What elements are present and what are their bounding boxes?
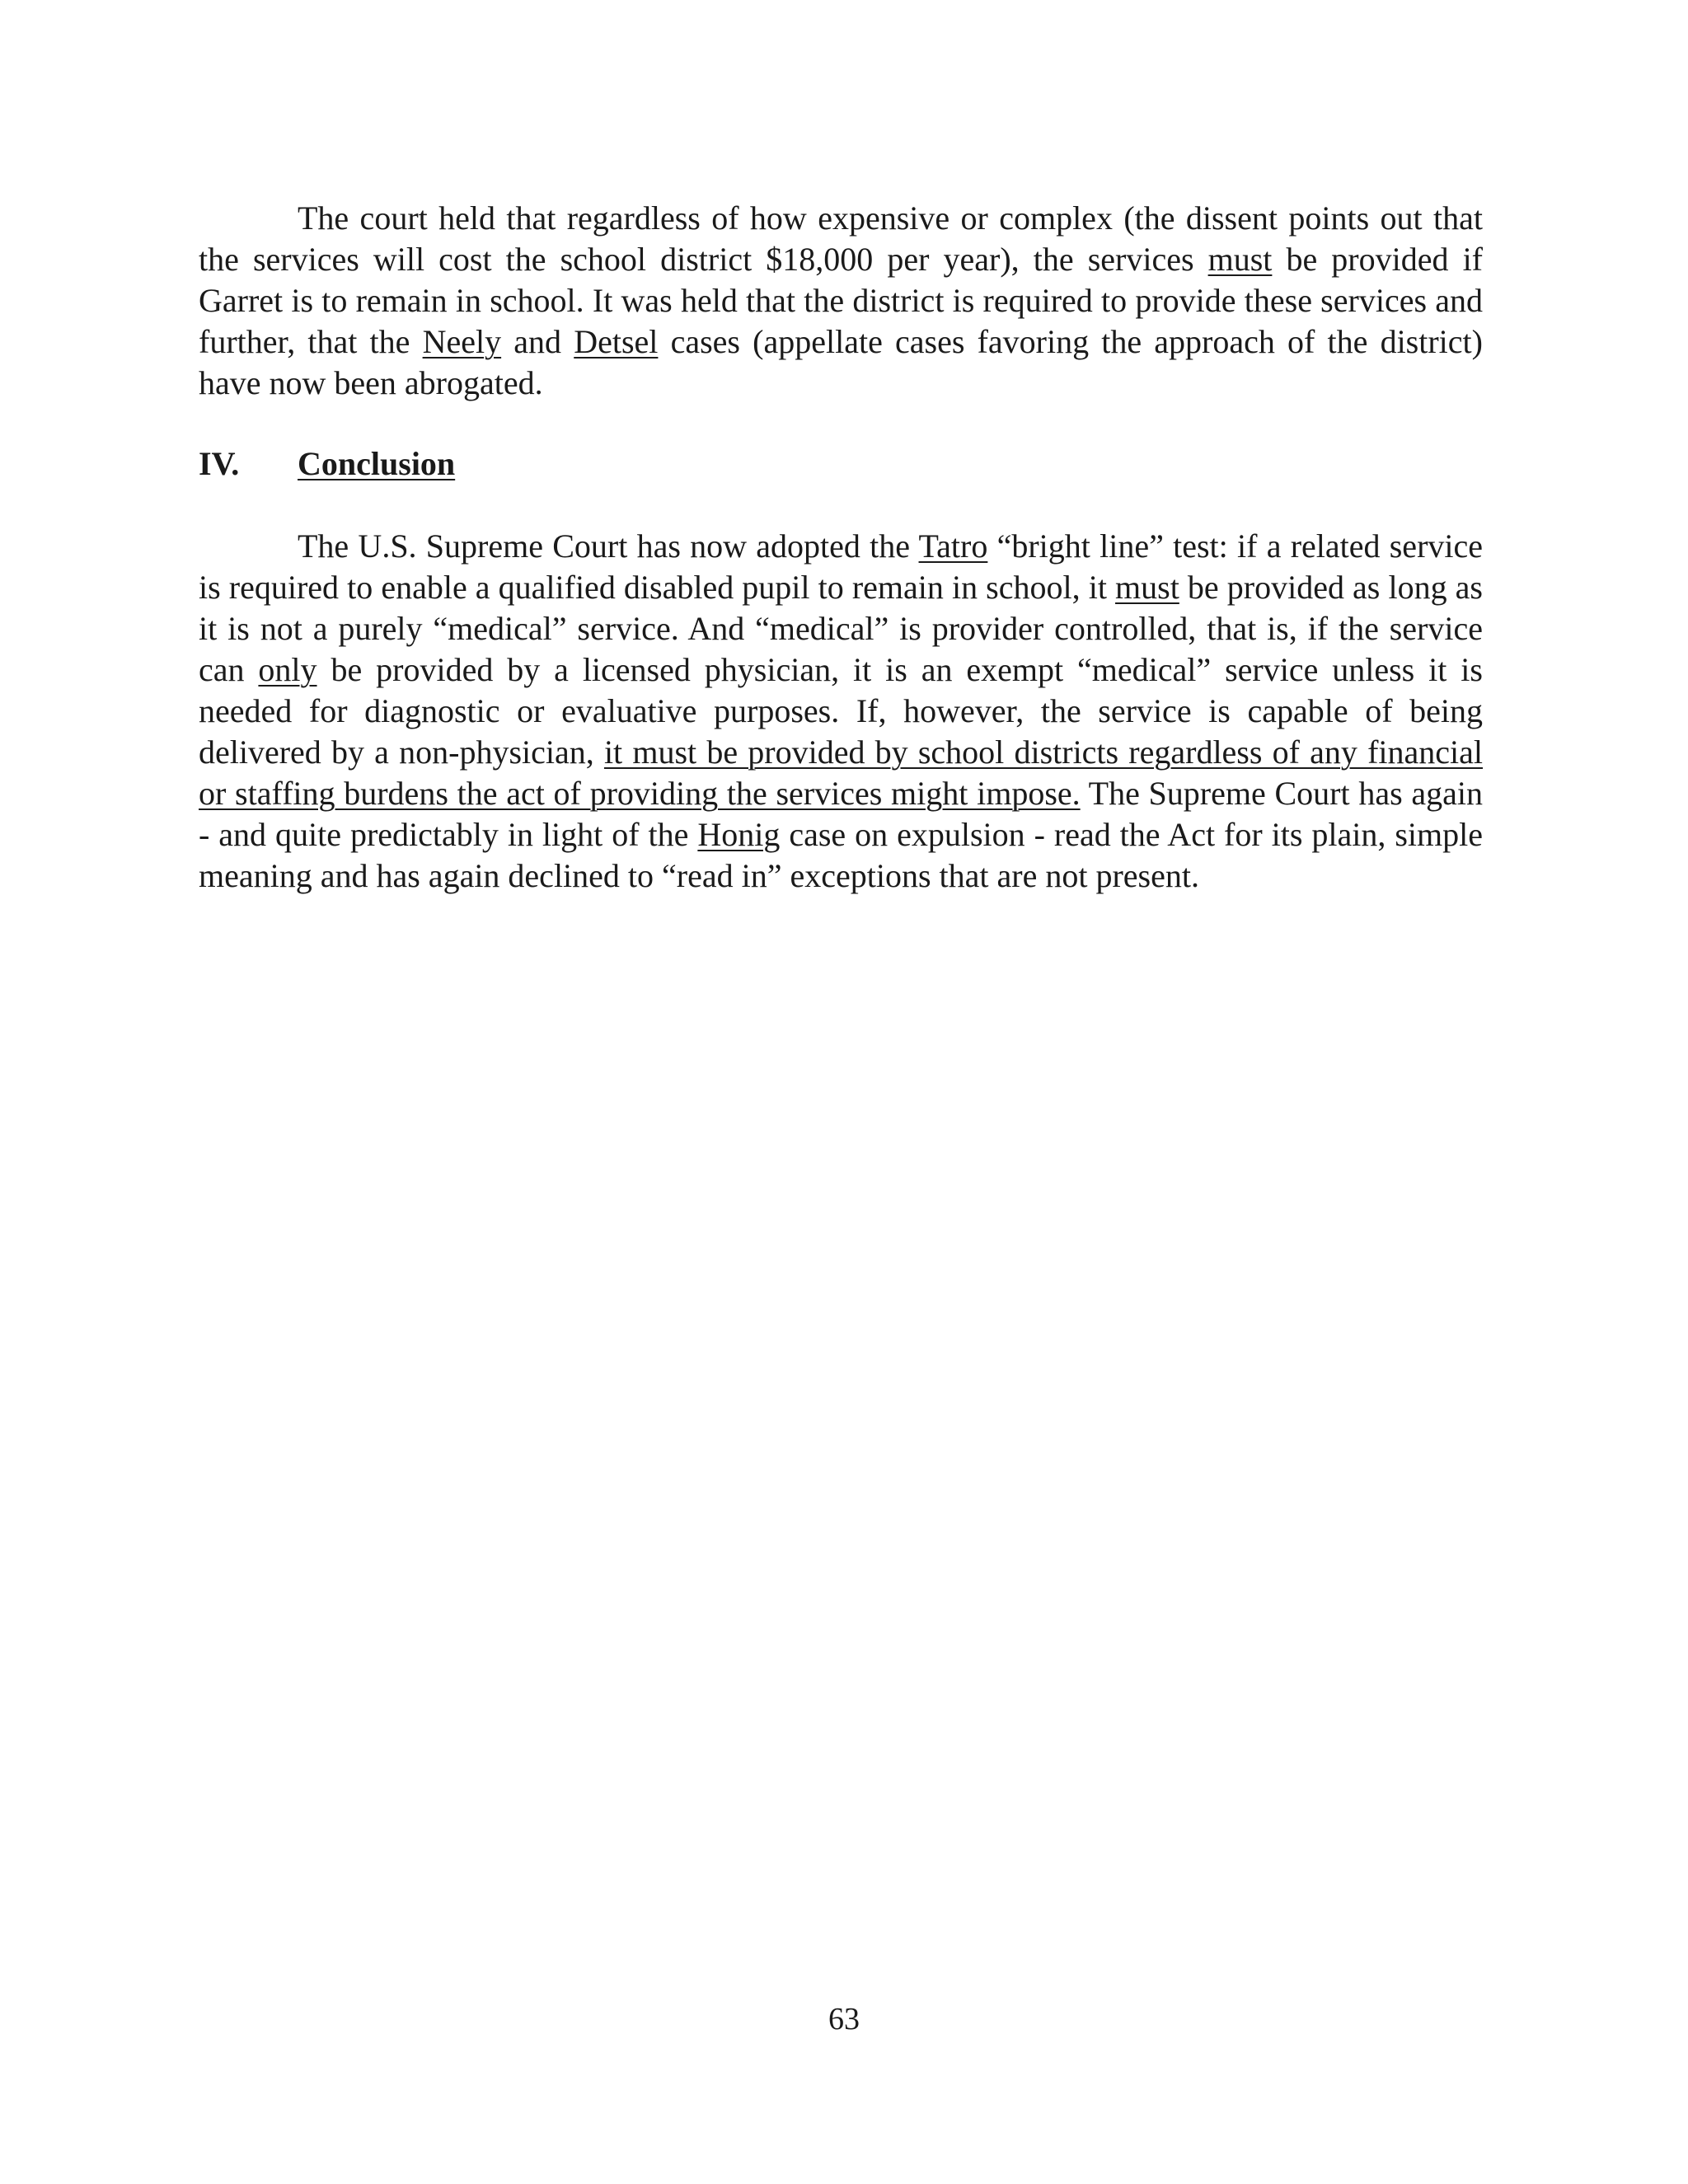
paragraph-text: The U.S. Supreme Court has now adopted the <box>298 527 919 565</box>
case-name-neely: Neely <box>422 323 502 360</box>
paragraph-text: be provided by a licensed physician, it is an exempt “medical” service unless it is needed for diagnostic or evaluative purposes. If, however, the service is capable of being delivered by a non-physician, <box>199 651 1483 771</box>
paragraph-court-holding <box>199 198 1483 404</box>
paragraph-text: “bright line” test: if a related service is required to enable a qualified disabled pupil to remain in school, it <box>199 527 1484 606</box>
paragraph-text: be provided as long as it is not a purely “medical” service. And “medical” is provider controlled, that is, if the service can <box>199 569 1483 688</box>
underlined-term-must: must <box>1207 241 1273 278</box>
underlined-term-must: must <box>1115 569 1179 606</box>
paragraph-conclusion <box>199 526 1483 897</box>
section-number: IV. <box>199 445 240 482</box>
section-heading <box>199 443 455 485</box>
page-number: 63 <box>828 2002 860 2036</box>
case-name-honig: Honig <box>697 816 781 853</box>
underlined-term-only: only <box>258 651 317 688</box>
paragraph-text: The Supreme Court has again - and quite predictably in light of the <box>199 775 1483 853</box>
paragraph-text: be provided if Garret is to remain in school. It was held that the district is required to provide these services and further, that the <box>199 241 1483 360</box>
paragraph-text: cases (appellate cases favoring the approach of the district) have now been abrogated. <box>199 323 1483 401</box>
paragraph-text: and <box>501 323 574 360</box>
section-title: Conclusion <box>298 445 456 482</box>
paragraph-text: The court held that regardless of how expensive or complex (the dissent points out that the services will cost the school district $18,000 per year), the services <box>199 199 1483 278</box>
case-name-detsel: Detsel <box>574 323 659 360</box>
case-name-tatro: Tatro <box>918 527 988 565</box>
paragraph-text: case on expulsion - read the Act for its plain, simple meaning and has again declined to “read in” exceptions that are not present. <box>199 816 1484 894</box>
underlined-emphasis-clause: it must be provided by school districts regardless of any financial or staffing burdens the act of providing the services might impose. <box>199 733 1484 812</box>
